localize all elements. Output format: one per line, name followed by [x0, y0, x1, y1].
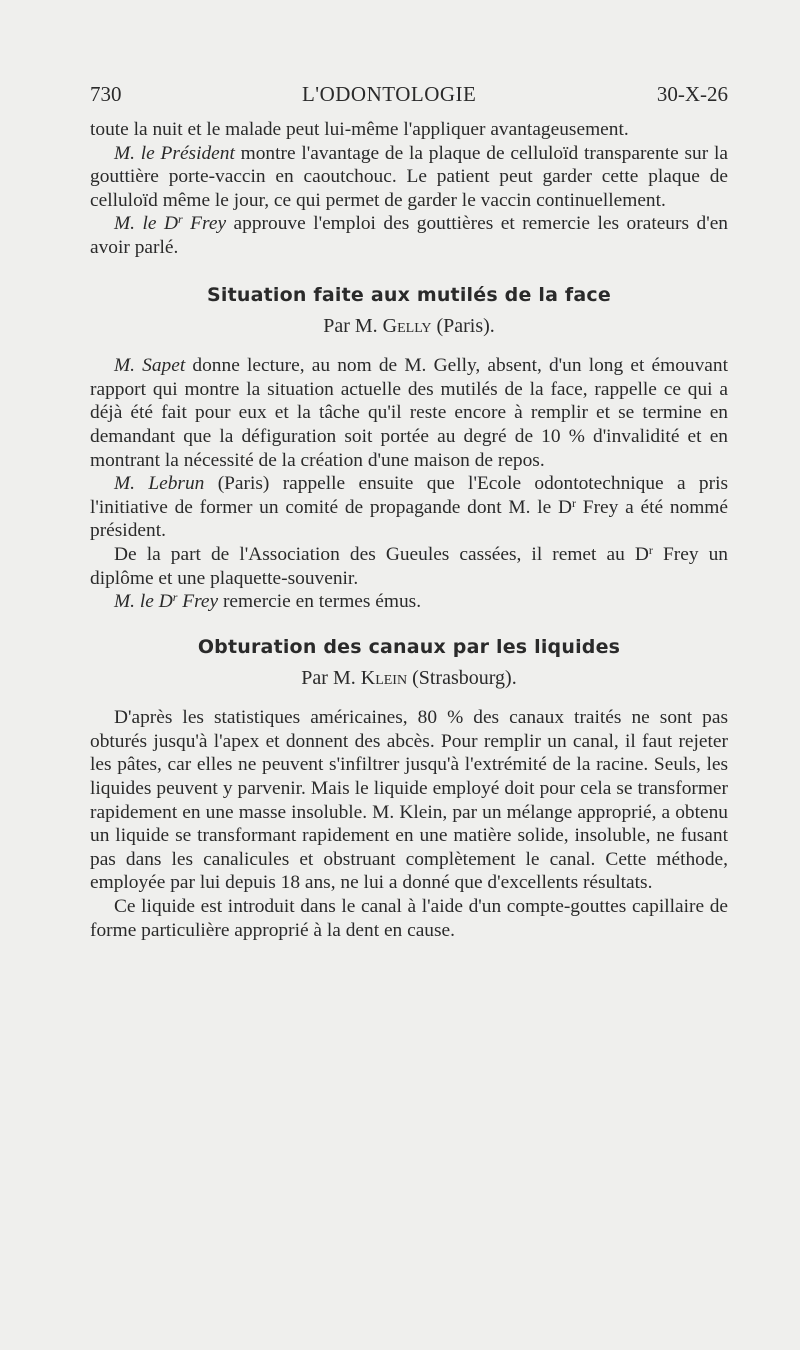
speaker-name: M. le $D^r$ Frey — [114, 590, 219, 613]
paragraph — [90, 354, 728, 472]
speaker-name: M. Lebrun — [114, 473, 205, 495]
paragraph — [90, 212, 728, 259]
page-number: 730 — [90, 82, 122, 106]
author-name: Klein — [360, 666, 408, 689]
paragraph: M. Lebrun (Paris) rappelle ensuite que l'Ecole odontotechnique a pris l'initiative de former un comité de propagande dont M. le $D^r$ Frey a été nommé président. — [90, 473, 729, 542]
section-byline: Par M. Klein (Strasbourg). — [301, 666, 517, 689]
paragraph-text: montre l'avantage de la plaque de celluloïd transparente sur la gouttière porte-vaccin en caoutchouc. Le patient peut garder cette plaque de celluloïd même le jour, ce qui permet de garder le vaccin continuellement. — [90, 142, 728, 211]
paragraph: toute la nuit et le malade peut lui-même l'appliquer avantageusement. — [90, 119, 629, 140]
paragraph — [90, 590, 728, 614]
paragraph: De la part de l'Association des Gueules cassées, il remet au $D^r$ Frey un diplôme et une plaquette-souvenir. — [90, 542, 728, 589]
speaker-name: M. Sapet — [114, 355, 186, 377]
running-header — [90, 82, 728, 107]
speaker-name: M. le Président — [114, 142, 235, 164]
section-byline: Par M. Gelly (Paris). — [323, 314, 495, 337]
journal-title: L'ODONTOLOGIE — [301, 82, 477, 106]
author-name: Gelly — [382, 314, 432, 337]
paragraph: D'après les statistiques américaines, 80 % des canaux traités ne sont pas obturés jusqu'à l'apex et donnent des abcès. Pour remplir un canal, il faut rejeter les pâtes, car elles ne peuvent s'infiltrer jusqu'à l'extrémité de la racine. Seuls, les liquides peuvent y parvenir. Mais le liquide employé doit pour cela se transformer rapidement en une masse insoluble. M. Klein, par un mélange approprié, a obtenu un liquide se transformant rapidement en une matière solide, insoluble, ne fusant pas dans les canalicules et obstruant complètement le canal. Cette méthode, employée par lui depuis 18 ans, ne lui a donné que d'excellents résultats. — [90, 707, 728, 894]
paragraph-text: approuve l'emploi des gouttières et remercie les orateurs d'en avoir parlé. — [90, 213, 728, 258]
speaker-name: M. le $D^r$ Frey — [114, 212, 227, 235]
text-column — [90, 118, 728, 942]
issue-date: 30-X-26 — [656, 82, 728, 106]
section-heading: Situation faite aux mutilés de la face — [207, 283, 611, 306]
paragraph-text: donne lecture, au nom de M. Gelly, absent, d'un long et émouvant rapport qui montre la situation actuelle des mutilés de la face, rappelle ce qui a déjà été fait pour eux et la tâche qu'il reste encore à remplir et se termine en demandant que la défiguration soit portée au degré de 10 % d'invalidité et en montrant la nécessité de la création d'une maison de repos. — [90, 355, 728, 471]
section-heading: Obturation des canaux par les liquides — [197, 635, 621, 658]
paragraph: Ce liquide est introduit dans le canal à l'aide d'un compte-gouttes capillaire de forme particulière approprié à la dent en cause. — [90, 896, 728, 941]
paragraph — [90, 142, 728, 213]
paragraph-text: remercie en termes émus. — [218, 591, 422, 613]
